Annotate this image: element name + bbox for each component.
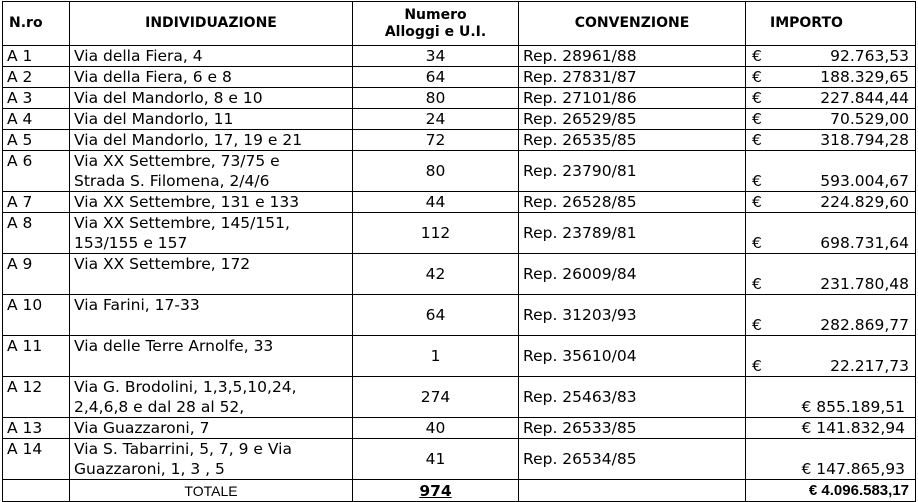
row-individuazione-line: Via Guazzaroni, 7 [74, 419, 210, 437]
row-individuazione-line: Via XX Settembre, 172 [74, 255, 251, 273]
row-individuazione [70, 109, 353, 130]
row-numero: 1 [353, 336, 519, 377]
row-nro: A 13 [3, 418, 70, 439]
row-importo [746, 192, 916, 213]
header-numero-line1: Numero [404, 6, 467, 23]
row-importo-amount: 593.004,67 [820, 172, 909, 190]
row-importo-amount: 231.780,48 [820, 275, 909, 293]
row-numero: 274 [353, 377, 519, 418]
row-numero: 24 [353, 109, 519, 130]
row-nro: A 1 [3, 46, 70, 67]
row-importo-currency: € [752, 172, 762, 190]
table-row [3, 192, 916, 213]
table-row [3, 377, 916, 418]
total-nro-cell [3, 480, 70, 502]
row-importo-currency: € [752, 275, 762, 293]
row-nro: A 12 [3, 377, 70, 418]
table-row [3, 213, 916, 254]
row-numero: 112 [353, 213, 519, 254]
row-individuazione-line: Via della Fiera, 4 [74, 47, 203, 65]
row-importo-amount: 188.329,65 [820, 68, 909, 86]
table-row [3, 439, 916, 480]
row-individuazione-line: Via XX Settembre, 73/75 e [74, 152, 280, 170]
row-individuazione-line: Via Farini, 17-33 [74, 296, 200, 314]
row-individuazione-line: Via del Mandorlo, 8 e 10 [74, 89, 263, 107]
row-individuazione [70, 439, 353, 480]
row-importo [746, 439, 916, 480]
row-convenzione: Rep. 27831/87 [519, 67, 746, 88]
row-nro: A 9 [3, 254, 70, 295]
row-importo [746, 151, 916, 192]
row-importo-amount: 855.189,51 [816, 398, 905, 416]
row-nro: A 8 [3, 213, 70, 254]
row-individuazione-line: Via XX Settembre, 145/151, [74, 214, 290, 232]
row-nro: A 11 [3, 336, 70, 377]
row-numero: 41 [353, 439, 519, 480]
row-importo [746, 254, 916, 295]
row-individuazione-line: Via XX Settembre, 131 e 133 [74, 193, 300, 211]
row-individuazione [70, 254, 353, 295]
row-importo [746, 418, 916, 439]
header-importo: IMPORTO [746, 2, 916, 46]
row-importo-currency: € [801, 460, 812, 478]
total-label: TOTALE [70, 480, 353, 502]
header-convenzione: CONVENZIONE [519, 2, 746, 46]
housing-table [2, 1, 916, 502]
row-importo [746, 295, 916, 336]
row-numero: 64 [353, 295, 519, 336]
table-body [3, 46, 916, 480]
row-individuazione-line: 2,4,6,8 e dal 28 al 52, [74, 398, 245, 416]
row-individuazione-line: Strada S. Filomena, 2/4/6 [74, 172, 270, 190]
row-importo-amount: 147.865,93 [816, 460, 905, 478]
row-numero: 42 [353, 254, 519, 295]
row-importo-amount: 227.844,44 [820, 89, 909, 107]
row-individuazione [70, 377, 353, 418]
row-convenzione: Rep. 26528/85 [519, 192, 746, 213]
row-importo-value [750, 397, 911, 417]
row-importo-currency: € [752, 89, 762, 107]
row-individuazione [70, 130, 353, 151]
row-importo-amount: 70.529,00 [830, 110, 909, 128]
row-individuazione [70, 418, 353, 439]
total-row [3, 480, 916, 502]
row-nro: A 6 [3, 151, 70, 192]
table-row [3, 109, 916, 130]
row-convenzione: Rep. 26535/85 [519, 130, 746, 151]
row-convenzione: Rep. 31203/93 [519, 295, 746, 336]
row-importo-currency: € [752, 193, 762, 211]
row-importo-currency: € [752, 316, 762, 334]
row-convenzione: Rep. 26534/85 [519, 439, 746, 480]
row-individuazione-line: Via delle Terre Arnolfe, 33 [74, 337, 274, 355]
row-numero: 80 [353, 151, 519, 192]
row-individuazione [70, 295, 353, 336]
table-row [3, 88, 916, 109]
row-importo-amount: 224.829,60 [820, 193, 909, 211]
row-importo-amount: 282.869,77 [820, 316, 909, 334]
header-numero-line2: Alloggi e U.I. [384, 23, 487, 40]
row-individuazione [70, 213, 353, 254]
document-page [2, 1, 916, 502]
row-numero: 64 [353, 67, 519, 88]
row-nro: A 14 [3, 439, 70, 480]
row-nro: A 10 [3, 295, 70, 336]
row-importo-currency: € [752, 234, 762, 252]
row-importo-currency: € [752, 131, 762, 149]
row-importo-currency: € [801, 419, 812, 437]
row-individuazione-line: 153/155 e 157 [74, 234, 188, 252]
row-importo-value [750, 418, 911, 438]
row-convenzione: Rep. 25463/83 [519, 377, 746, 418]
row-importo-amount: 698.731,64 [820, 234, 909, 252]
row-importo-currency: € [752, 357, 762, 375]
row-importo [746, 130, 916, 151]
row-convenzione: Rep. 28961/88 [519, 46, 746, 67]
row-importo-currency: € [801, 398, 812, 416]
row-individuazione [70, 88, 353, 109]
row-individuazione-line: Via della Fiera, 6 e 8 [74, 68, 232, 86]
row-individuazione [70, 67, 353, 88]
row-importo [746, 377, 916, 418]
row-convenzione: Rep. 35610/04 [519, 336, 746, 377]
row-convenzione: Rep. 26529/85 [519, 109, 746, 130]
row-importo [746, 109, 916, 130]
row-numero: 34 [353, 46, 519, 67]
header-row [3, 2, 916, 46]
table-row [3, 336, 916, 377]
row-individuazione [70, 336, 353, 377]
row-individuazione-line: Via G. Brodolini, 1,3,5,10,24, [74, 378, 297, 396]
row-importo [746, 336, 916, 377]
row-numero: 72 [353, 130, 519, 151]
row-convenzione: Rep. 23790/81 [519, 151, 746, 192]
row-convenzione: Rep. 27101/86 [519, 88, 746, 109]
table-row [3, 295, 916, 336]
row-importo-currency: € [752, 110, 762, 128]
row-nro: A 5 [3, 130, 70, 151]
row-importo-amount: 22.217,73 [830, 357, 909, 375]
row-numero: 40 [353, 418, 519, 439]
row-importo-value [750, 459, 911, 479]
row-nro: A 4 [3, 109, 70, 130]
row-nro: A 2 [3, 67, 70, 88]
header-nro: N.ro [3, 2, 70, 46]
row-nro: A 3 [3, 88, 70, 109]
row-convenzione: Rep. 26533/85 [519, 418, 746, 439]
row-convenzione: Rep. 26009/84 [519, 254, 746, 295]
row-individuazione-line: Via del Mandorlo, 17, 19 e 21 [74, 131, 303, 149]
table-row [3, 46, 916, 67]
row-importo [746, 67, 916, 88]
row-importo-currency: € [752, 68, 762, 86]
total-number: 974 [353, 480, 519, 502]
row-importo [746, 213, 916, 254]
table-row [3, 67, 916, 88]
row-importo-amount: 141.832,94 [816, 419, 905, 437]
row-nro: A 7 [3, 192, 70, 213]
table-row [3, 151, 916, 192]
table-row [3, 130, 916, 151]
total-importo: € 4.096.583,17 [746, 480, 916, 502]
row-importo [746, 46, 916, 67]
row-importo-amount: 318.794,28 [820, 131, 909, 149]
row-convenzione: Rep. 23789/81 [519, 213, 746, 254]
row-individuazione [70, 151, 353, 192]
row-importo-amount: 92.763,53 [830, 47, 909, 65]
header-numero [353, 2, 519, 46]
row-individuazione-line: Via del Mandorlo, 11 [74, 110, 234, 128]
table-row [3, 418, 916, 439]
row-numero: 44 [353, 192, 519, 213]
row-importo-currency: € [752, 47, 762, 65]
row-numero: 80 [353, 88, 519, 109]
header-individuazione: INDIVIDUAZIONE [70, 2, 353, 46]
row-individuazione-line: Guazzaroni, 1, 3 , 5 [74, 460, 225, 478]
table-row [3, 254, 916, 295]
row-individuazione-line: Via S. Tabarrini, 5, 7, 9 e Via [74, 440, 292, 458]
total-convenzione-cell [519, 480, 746, 502]
row-individuazione [70, 46, 353, 67]
row-individuazione [70, 192, 353, 213]
row-importo [746, 88, 916, 109]
